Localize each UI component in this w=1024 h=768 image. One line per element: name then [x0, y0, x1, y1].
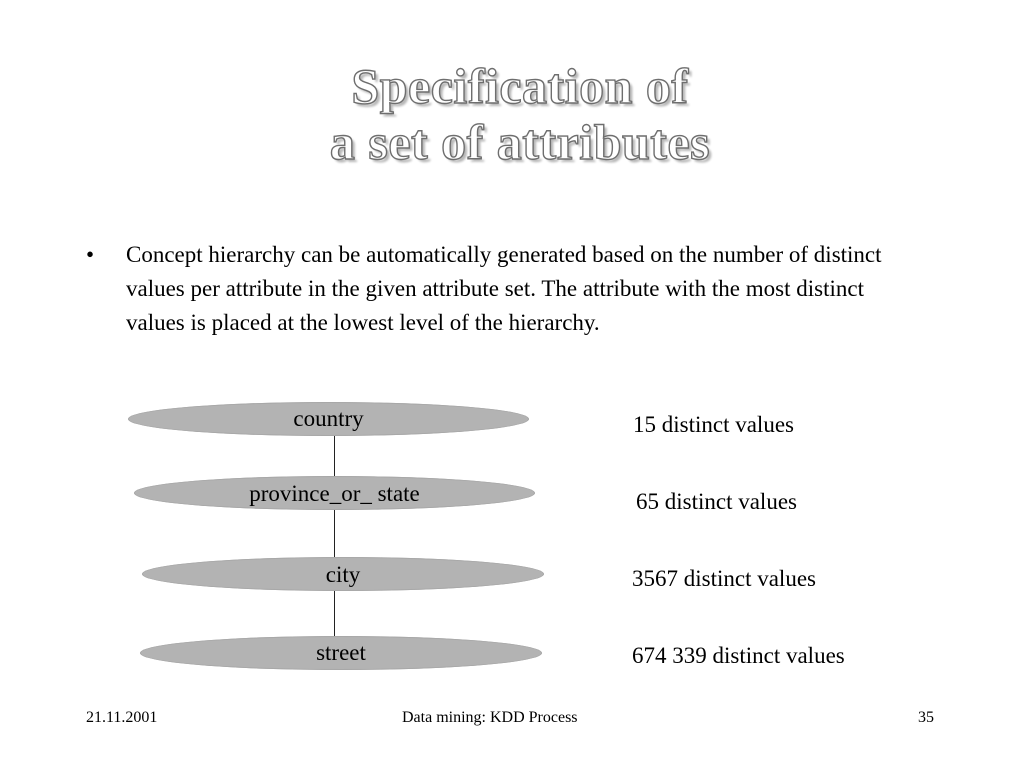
bullet-marker: • — [86, 242, 95, 267]
page-number: 35 — [918, 709, 934, 726]
title-line-1: Specification of — [351, 58, 689, 114]
footer-title: Data mining: KDD Process — [402, 709, 578, 726]
hierarchy-node-label: street — [316, 640, 366, 665]
hierarchy-node-label: city — [325, 562, 361, 587]
connector-province-city — [334, 509, 335, 557]
distinct-count-street: 674 339 distinct values — [632, 643, 845, 668]
hierarchy-node-label: province_or_ state — [249, 481, 420, 506]
title-line-2: a set of attributes — [329, 114, 711, 170]
distinct-count-province: 65 distinct values — [636, 489, 797, 514]
bullet-text: Concept hierarchy can be automatically generated based on the number of distinct values per attribute in the given attribute set. The attribute with the most distinct values is placed at the lowest level of the hierarchy. — [126, 242, 882, 335]
distinct-count-city: 3567 distinct values — [632, 566, 816, 591]
distinct-count-country: 15 distinct values — [633, 412, 794, 437]
connector-city-street — [334, 590, 335, 636]
footer-date: 21.11.2001 — [86, 709, 158, 726]
hierarchy-node-label: country — [293, 406, 364, 431]
